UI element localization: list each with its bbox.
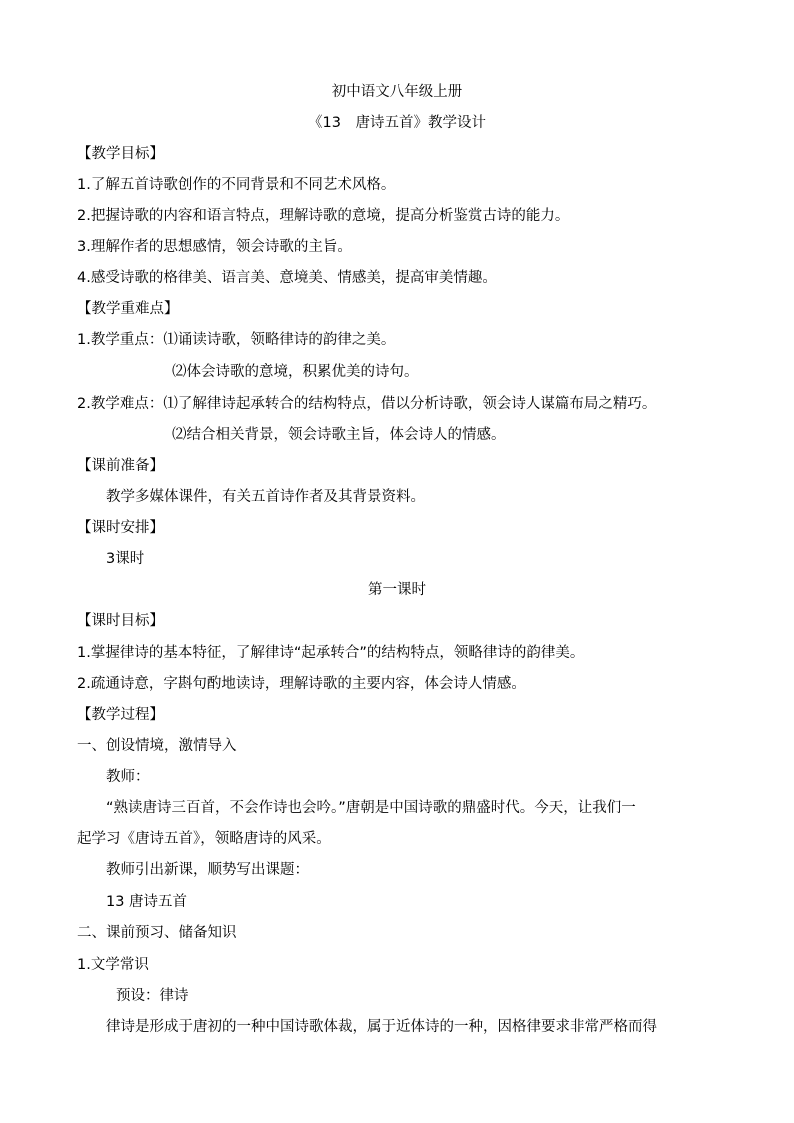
lesson-goal-1: 1.掌握律诗的基本特征，了解律诗“起承转合”的结构特点，领略律诗的韵律美。 [77, 645, 585, 661]
lesson-topic: 13 唐诗五首 [106, 894, 188, 910]
key-point-difficulty-2: ⑵结合相关背景，领会诗歌主旨，体会诗人的情感。 [172, 427, 506, 443]
key-points-heading: 【教学重难点】 [77, 301, 179, 317]
schedule-heading: 【课时安排】 [77, 520, 164, 536]
section-one-heading: 一、创设情境，激情导入 [77, 738, 237, 754]
process-heading: 【教学过程】 [77, 707, 164, 723]
section-two-heading: 二、课前预习、储备知识 [77, 925, 237, 941]
intro-line-1: “熟读唐诗三百首，不会作诗也会吟。”唐朝是中国诗歌的鼎盛时代。今天，让我们一 [106, 800, 636, 816]
goal-item-1: 1.了解五首诗歌创作的不同背景和不同艺术风格。 [77, 177, 396, 193]
key-point-focus-1: 1.教学重点：⑴诵读诗歌，领略律诗的韵律之美。 [77, 332, 396, 348]
document-subtitle: 《13 唐诗五首》教学设计 [308, 115, 486, 131]
goals-heading: 【教学目标】 [77, 146, 164, 162]
lesson-goal-2: 2.疏通诗意，字斟句酌地读诗，理解诗歌的主要内容，体会诗人情感。 [77, 676, 526, 692]
document-title: 初中语文八年级上册 [331, 84, 463, 100]
goal-item-4: 4.感受诗歌的格律美、语言美、意境美、情感美，提高审美情趣。 [77, 270, 497, 286]
prep-text: 教学多媒体课件，有关五首诗作者及其背景资料。 [106, 489, 425, 505]
lesson-goals-heading: 【课时目标】 [77, 613, 164, 629]
lushi-paragraph: 律诗是形成于唐初的一种中国诗歌体裁，属于近体诗的一种，因格律要求非常严格而得 [106, 1019, 657, 1035]
goal-item-2: 2.把握诗歌的内容和语言特点，理解诗歌的意境，提高分析鉴赏古诗的能力。 [77, 208, 570, 224]
prep-heading: 【课前准备】 [77, 458, 164, 474]
goal-item-3: 3.理解作者的思想感情，领会诗歌的主旨。 [77, 239, 352, 255]
key-point-focus-2: ⑵体会诗歌的意境，积累优美的诗句。 [172, 364, 419, 380]
lesson-title: 第一课时 [368, 582, 426, 598]
teacher-action: 教师引出新课，顺势写出课题： [106, 862, 309, 878]
preset-line: 预设：律诗 [116, 988, 189, 1004]
schedule-text: 3课时 [106, 551, 145, 567]
intro-line-2: 起学习《唐诗五首》，领略唐诗的风采。 [77, 831, 331, 847]
teacher-label: 教师： [106, 769, 150, 785]
literature-item: 1.文学常识 [77, 957, 149, 973]
key-point-difficulty-1: 2.教学难点：⑴了解律诗起承转合的结构特点，借以分析诗歌，领会诗人谋篇布局之精巧。 [77, 396, 657, 412]
